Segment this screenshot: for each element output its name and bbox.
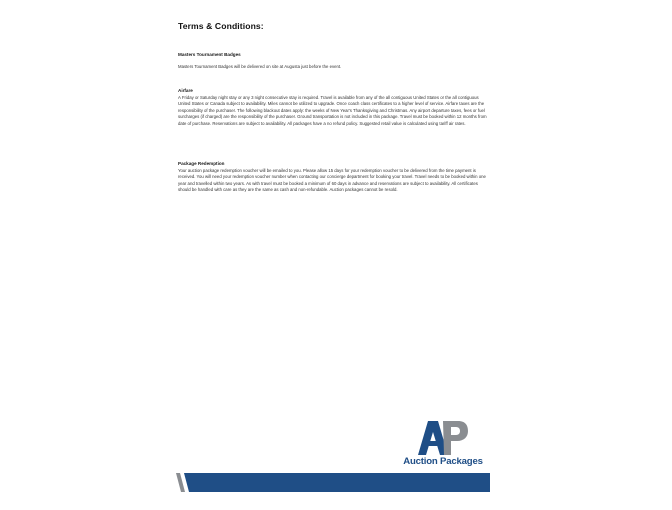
section-body: A Friday or Saturday night stay or any 3 night consecutive stay is required. Travel is available from any of the all contiguous United States or the all contiguous United States or Canada subject to availability. Miles cannot be utilized to upgrade. Once coach class certificates to a higher level of service. Airfare taxes are the responsibility of the purchaser. The following blackout dates apply: the weeks of New Year's Thanksgiving and Christmas. Any airport departure taxes, fees or fuel surcharges (if charged) are the responsibility of the purchaser. Ground transportation is not included in this package. Travel must be booked within 12 months from date of purchase. Reservations are subject to availability. All packages have a no refund policy. Suggested retail value is calculated using tariff air rates. (178, 95, 487, 126)
section-package-redemption (178, 161, 488, 194)
ap-monogram-icon (418, 421, 468, 455)
logo-wordmark: Auction Packages (403, 456, 483, 467)
auction-packages-logo (396, 421, 490, 471)
section-body: Your auction package redemption voucher will be emailed to you. Please allow 15 days for your redemption voucher to be delivered from the time payment is received. You will need your redemption voucher number when contacting our concierge department for booking your travel. Travel needs to be booked within one year and travelled within two years. As with travel must be booked a minimum of 60 days in advance and reservations are subject to availability. All certificates should be handled with care as they are the same as cash and non-refundable. Auction packages cannot be resold. (178, 168, 486, 193)
page-title: Terms & Conditions: (178, 21, 264, 31)
section-heading: Package Redemption (178, 161, 225, 166)
section-body: Masters Tournament Badges will be delivered on site at Augusta just before the event. (178, 64, 342, 69)
section-masters-badges (178, 52, 488, 70)
section-heading: Masters Tournament Badges (178, 52, 241, 57)
footer-brand-band (176, 473, 490, 492)
section-heading: Airfare (178, 88, 193, 93)
section-airfare (178, 88, 488, 127)
